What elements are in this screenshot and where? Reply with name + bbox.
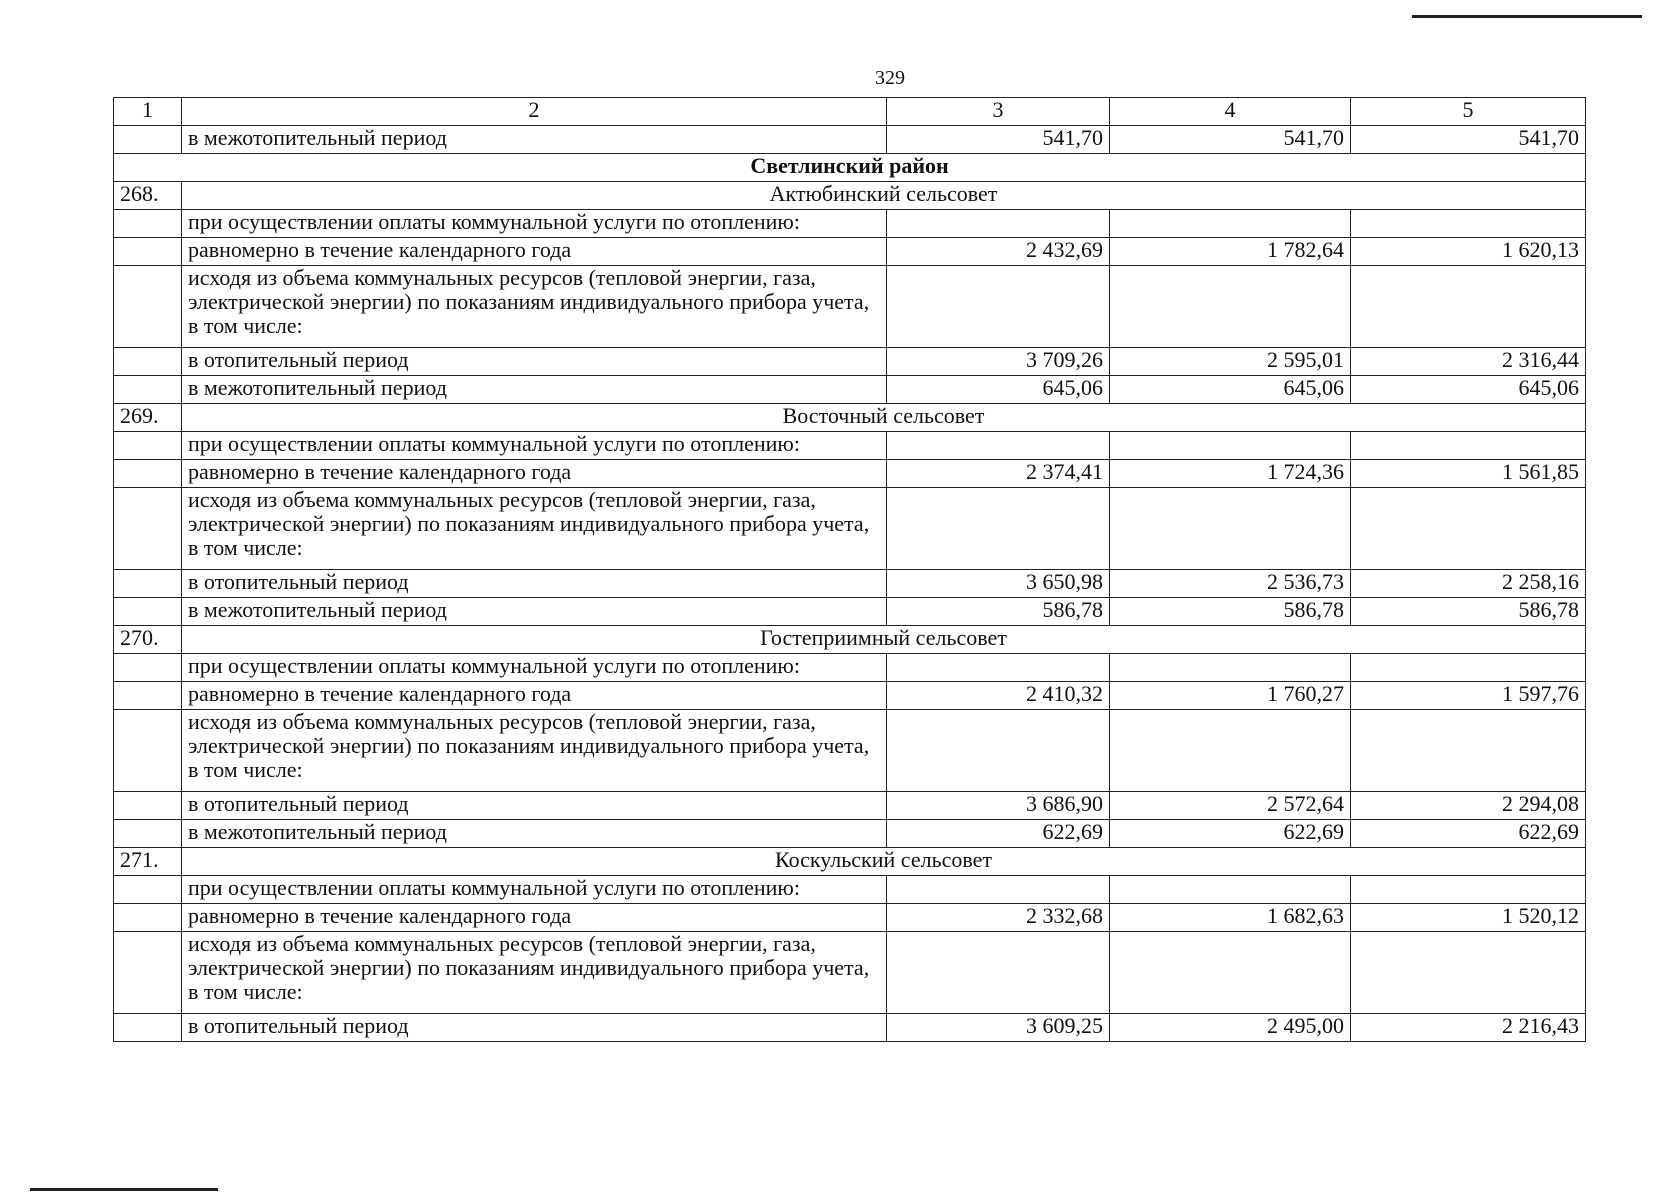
row-number-cell	[114, 904, 182, 932]
value-cell-col4	[1110, 488, 1351, 570]
row-label-cell: в межотопительный период	[182, 126, 887, 154]
value-cell-col3	[887, 932, 1110, 1014]
value-cell-col5	[1351, 876, 1586, 904]
section-title: Гостеприимный сельсовет	[182, 626, 1586, 654]
value-cell-col5	[1351, 432, 1586, 460]
row-number-cell	[114, 432, 182, 460]
row-number-cell	[114, 876, 182, 904]
row-number-cell	[114, 682, 182, 710]
value-cell-col5: 1 597,76	[1351, 682, 1586, 710]
row-label-cell: равномерно в течение календарного года	[182, 460, 887, 488]
district-title: Светлинский район	[114, 154, 1586, 182]
value-cell-col5	[1351, 710, 1586, 792]
value-cell-col5: 2 258,16	[1351, 570, 1586, 598]
value-cell-col3: 586,78	[887, 598, 1110, 626]
row-label-cell: равномерно в течение календарного года	[182, 682, 887, 710]
table-row	[114, 126, 1586, 154]
table-row	[114, 488, 1586, 570]
value-cell-col3	[887, 266, 1110, 348]
table-row	[114, 238, 1586, 266]
table-row	[114, 598, 1586, 626]
value-cell-col5: 1 561,85	[1351, 460, 1586, 488]
value-cell-col3: 3 609,25	[887, 1014, 1110, 1042]
value-cell-col3: 2 332,68	[887, 904, 1110, 932]
value-cell-col3: 3 686,90	[887, 792, 1110, 820]
value-cell-col4	[1110, 932, 1351, 1014]
value-cell-col5: 541,70	[1351, 126, 1586, 154]
table-row	[114, 348, 1586, 376]
value-cell-col3: 2 374,41	[887, 460, 1110, 488]
value-cell-col4: 2 595,01	[1110, 348, 1351, 376]
value-cell-col5: 622,69	[1351, 820, 1586, 848]
row-number-cell	[114, 238, 182, 266]
table-row	[114, 266, 1586, 348]
section-header-row	[114, 848, 1586, 876]
row-label-cell: исходя из объема коммунальных ресурсов (тепловой энергии, газа, электрической энергии) по показаниям индивидуального прибора учета, в том числе:	[182, 488, 887, 570]
table-row	[114, 570, 1586, 598]
row-number-cell	[114, 932, 182, 1014]
row-label-cell: равномерно в течение календарного года	[182, 238, 887, 266]
column-header-5: 5	[1351, 98, 1586, 126]
top-divider-line	[1412, 15, 1642, 18]
section-number: 271.	[114, 848, 182, 876]
row-label-cell: при осуществлении оплаты коммунальной услуги по отоплению:	[182, 876, 887, 904]
value-cell-col3: 541,70	[887, 126, 1110, 154]
value-cell-col3	[887, 654, 1110, 682]
value-cell-col4: 2 495,00	[1110, 1014, 1351, 1042]
row-number-cell	[114, 792, 182, 820]
row-number-cell	[114, 488, 182, 570]
value-cell-col5: 2 316,44	[1351, 348, 1586, 376]
section-header-row	[114, 626, 1586, 654]
table-row	[114, 460, 1586, 488]
table-row	[114, 210, 1586, 238]
row-number-cell	[114, 376, 182, 404]
row-label-cell: исходя из объема коммунальных ресурсов (тепловой энергии, газа, электрической энергии) по показаниям индивидуального прибора учета, в том числе:	[182, 710, 887, 792]
row-label-cell: в отопительный период	[182, 1014, 887, 1042]
value-cell-col5: 586,78	[1351, 598, 1586, 626]
value-cell-col4	[1110, 710, 1351, 792]
row-label-cell: при осуществлении оплаты коммунальной услуги по отоплению:	[182, 432, 887, 460]
row-number-cell	[114, 598, 182, 626]
value-cell-col3: 3 650,98	[887, 570, 1110, 598]
value-cell-col4: 2 572,64	[1110, 792, 1351, 820]
section-title: Актюбинский сельсовет	[182, 182, 1586, 210]
table-row	[114, 654, 1586, 682]
value-cell-col3: 645,06	[887, 376, 1110, 404]
table-row	[114, 682, 1586, 710]
section-title: Коскульский сельсовет	[182, 848, 1586, 876]
row-label-cell: в межотопительный период	[182, 376, 887, 404]
row-label-cell: в отопительный период	[182, 792, 887, 820]
column-number-header-row	[114, 98, 1586, 126]
value-cell-col4	[1110, 876, 1351, 904]
row-label-cell: при осуществлении оплаты коммунальной услуги по отоплению:	[182, 210, 887, 238]
value-cell-col4	[1110, 210, 1351, 238]
value-cell-col4: 645,06	[1110, 376, 1351, 404]
value-cell-col3	[887, 210, 1110, 238]
table-row	[114, 376, 1586, 404]
value-cell-col4: 2 536,73	[1110, 570, 1351, 598]
row-number-cell	[114, 460, 182, 488]
row-number-cell	[114, 126, 182, 154]
value-cell-col4: 1 682,63	[1110, 904, 1351, 932]
table-row	[114, 1014, 1586, 1042]
section-number: 270.	[114, 626, 182, 654]
column-header-4: 4	[1110, 98, 1351, 126]
table-row	[114, 432, 1586, 460]
value-cell-col3	[887, 488, 1110, 570]
row-label-cell: равномерно в течение календарного года	[182, 904, 887, 932]
row-number-cell	[114, 570, 182, 598]
table-row	[114, 932, 1586, 1014]
row-label-cell: в межотопительный период	[182, 820, 887, 848]
row-label-cell: в отопительный период	[182, 348, 887, 376]
value-cell-col4	[1110, 266, 1351, 348]
row-label-cell: исходя из объема коммунальных ресурсов (тепловой энергии, газа, электрической энергии) по показаниям индивидуального прибора учета, в том числе:	[182, 266, 887, 348]
section-title: Восточный сельсовет	[182, 404, 1586, 432]
value-cell-col3: 2 410,32	[887, 682, 1110, 710]
section-number: 268.	[114, 182, 182, 210]
value-cell-col5	[1351, 488, 1586, 570]
row-number-cell	[114, 266, 182, 348]
row-number-cell	[114, 710, 182, 792]
table-row	[114, 876, 1586, 904]
value-cell-col5: 1 620,13	[1351, 238, 1586, 266]
column-header-1: 1	[114, 98, 182, 126]
row-label-cell: в отопительный период	[182, 570, 887, 598]
table-row	[114, 904, 1586, 932]
tariff-table	[113, 97, 1586, 1042]
value-cell-col3	[887, 876, 1110, 904]
value-cell-col4: 1 724,36	[1110, 460, 1351, 488]
value-cell-col4: 1 782,64	[1110, 238, 1351, 266]
row-label-cell: исходя из объема коммунальных ресурсов (тепловой энергии, газа, электрической энергии) по показаниям индивидуального прибора учета, в том числе:	[182, 932, 887, 1014]
value-cell-col5: 2 216,43	[1351, 1014, 1586, 1042]
value-cell-col3: 622,69	[887, 820, 1110, 848]
district-header-row	[114, 154, 1586, 182]
value-cell-col5: 645,06	[1351, 376, 1586, 404]
row-number-cell	[114, 654, 182, 682]
value-cell-col5	[1351, 654, 1586, 682]
value-cell-col3	[887, 710, 1110, 792]
row-number-cell	[114, 820, 182, 848]
value-cell-col5	[1351, 266, 1586, 348]
bottom-divider-line	[30, 1188, 218, 1191]
section-number: 269.	[114, 404, 182, 432]
table-row	[114, 820, 1586, 848]
section-header-row	[114, 182, 1586, 210]
page-number: 329	[875, 67, 905, 89]
value-cell-col5: 1 520,12	[1351, 904, 1586, 932]
value-cell-col5	[1351, 932, 1586, 1014]
value-cell-col5: 2 294,08	[1351, 792, 1586, 820]
table-row	[114, 710, 1586, 792]
value-cell-col3: 2 432,69	[887, 238, 1110, 266]
value-cell-col4: 622,69	[1110, 820, 1351, 848]
value-cell-col4: 1 760,27	[1110, 682, 1351, 710]
value-cell-col4: 586,78	[1110, 598, 1351, 626]
value-cell-col4: 541,70	[1110, 126, 1351, 154]
value-cell-col5	[1351, 210, 1586, 238]
value-cell-col3	[887, 432, 1110, 460]
table-row	[114, 792, 1586, 820]
value-cell-col4	[1110, 654, 1351, 682]
column-header-2: 2	[182, 98, 887, 126]
column-header-3: 3	[887, 98, 1110, 126]
row-label-cell: при осуществлении оплаты коммунальной услуги по отоплению:	[182, 654, 887, 682]
row-number-cell	[114, 210, 182, 238]
value-cell-col4	[1110, 432, 1351, 460]
value-cell-col3: 3 709,26	[887, 348, 1110, 376]
row-label-cell: в межотопительный период	[182, 598, 887, 626]
table-body	[114, 98, 1586, 1042]
row-number-cell	[114, 1014, 182, 1042]
row-number-cell	[114, 348, 182, 376]
section-header-row	[114, 404, 1586, 432]
